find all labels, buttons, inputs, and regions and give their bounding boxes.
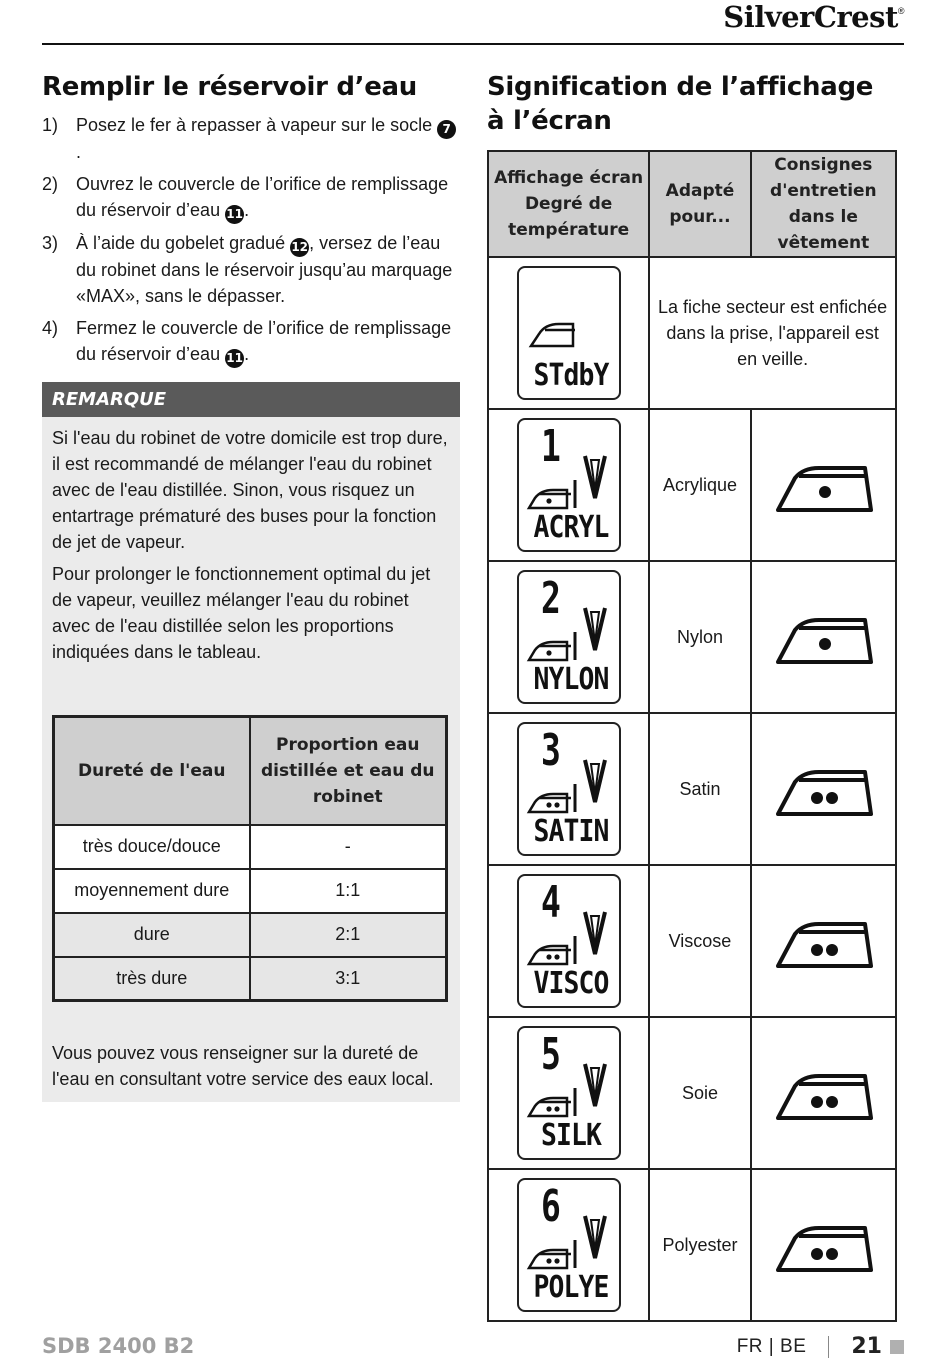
steps-list bbox=[42, 112, 460, 368]
care-symbol-cell bbox=[751, 561, 896, 713]
note-box bbox=[42, 382, 460, 1102]
note-heading: REMARQUE bbox=[42, 382, 460, 417]
step-text: Fermez le couvercle de l’orifice de remplissage du réservoir d’eau 11. bbox=[76, 315, 460, 368]
table-header: Dureté de l'eau bbox=[54, 717, 250, 825]
table-header: Consignes d'entretien dans le vêtement bbox=[751, 151, 896, 257]
lcd-word: NYLON bbox=[533, 662, 609, 697]
ref-badge-icon: 11 bbox=[225, 349, 244, 368]
footer-page-info bbox=[737, 1334, 904, 1359]
fabric-label: Satin bbox=[649, 713, 751, 865]
note-paragraph: Pour prolonger le fonctionnement optimal du jet de vapeur, veuillez mélanger l'eau du robinet avec de l'eau distillée selon les proportions indiquées dans le tableau. bbox=[52, 564, 431, 662]
fabric-label: Viscose bbox=[649, 865, 751, 1017]
section-title-fill-tank: Remplir le réservoir d’eau bbox=[42, 72, 418, 102]
iron-care-symbol-icon bbox=[773, 1056, 873, 1126]
note-paragraph: Si l'eau du robinet de votre domicile est trop dure, il est recommandé de mélanger l'eau du robinet avec de l'eau distillée. Sinon, vous risquez un entartrage prématuré des buses pour la fonction de jet de vapeur. bbox=[52, 428, 448, 552]
list-item bbox=[42, 112, 460, 165]
table-header: Affichage écran Degré de température bbox=[488, 151, 649, 257]
lcd-temperature-digit: 4 bbox=[540, 877, 561, 928]
ref-badge-icon: 12 bbox=[290, 238, 309, 257]
fabric-label: Polyester bbox=[649, 1169, 751, 1321]
lcd-display-icon bbox=[517, 570, 621, 704]
header-rule bbox=[42, 43, 904, 45]
right-column bbox=[487, 70, 897, 1322]
lcd-word: VISCO bbox=[533, 966, 609, 1001]
step-number: 4) bbox=[42, 318, 59, 338]
lcd-cell bbox=[488, 713, 649, 865]
care-symbol-cell bbox=[751, 409, 896, 561]
display-meaning-table bbox=[487, 150, 897, 1322]
care-symbol-cell bbox=[751, 1017, 896, 1169]
table-row bbox=[488, 1017, 896, 1169]
lcd-display-icon bbox=[517, 1026, 621, 1160]
lcd-temperature-digit: 2 bbox=[540, 573, 561, 624]
iron-care-symbol-icon bbox=[773, 904, 873, 974]
fabric-label: Soie bbox=[649, 1017, 751, 1169]
table-header-row bbox=[54, 717, 447, 825]
lcd-temperature-digit: 5 bbox=[540, 1029, 561, 1080]
table-header-row bbox=[488, 151, 896, 257]
left-column bbox=[42, 70, 460, 1102]
table-header: Proportion eau distillée et eau du robinet bbox=[250, 717, 447, 825]
lcd-word: SATIN bbox=[533, 814, 609, 849]
standby-description: La fiche secteur est enfichée dans la prise, l'appareil est en veille. bbox=[649, 257, 896, 409]
table-cell: - bbox=[250, 825, 447, 869]
list-item bbox=[42, 171, 460, 224]
care-symbol-cell bbox=[751, 713, 896, 865]
page-number: 21 bbox=[851, 1334, 882, 1359]
list-item bbox=[42, 315, 460, 368]
footer-divider bbox=[828, 1336, 829, 1358]
table-cell: 1:1 bbox=[250, 869, 447, 913]
table-row bbox=[54, 825, 447, 869]
lcd-word: ACRYL bbox=[533, 510, 609, 545]
step-number: 1) bbox=[42, 115, 59, 135]
table-row bbox=[488, 713, 896, 865]
step-number: 2) bbox=[42, 174, 59, 194]
lcd-cell bbox=[488, 409, 649, 561]
step-text: À l’aide du gobelet gradué 12, versez de l’eau du robinet dans le réservoir jusqu’au marquage «MAX», sans le dépasser. bbox=[76, 233, 453, 306]
care-symbol-cell bbox=[751, 865, 896, 1017]
section-title-display-meaning: Signification de l’affichage à l’écran bbox=[487, 72, 874, 136]
footer-language: FR | BE bbox=[736, 1335, 807, 1357]
lcd-temperature-digit: 1 bbox=[540, 421, 561, 472]
note-body bbox=[42, 417, 460, 1102]
table-row bbox=[488, 865, 896, 1017]
lcd-temperature-digit: 3 bbox=[540, 725, 561, 776]
table-row bbox=[54, 869, 447, 913]
lcd-display-icon bbox=[517, 1178, 621, 1312]
table-cell: 3:1 bbox=[250, 957, 447, 1001]
lcd-word: POLYE bbox=[533, 1270, 609, 1305]
table-row bbox=[488, 1169, 896, 1321]
table-cell: 2:1 bbox=[250, 913, 447, 957]
care-symbol-cell bbox=[751, 1169, 896, 1321]
lcd-cell bbox=[488, 865, 649, 1017]
fabric-label: Acrylique bbox=[649, 409, 751, 561]
footer-model: SDB 2400 B2 bbox=[42, 1334, 195, 1358]
lcd-display-icon bbox=[517, 722, 621, 856]
iron-care-symbol-icon bbox=[773, 600, 873, 670]
step-text: Posez le fer à repasser à vapeur sur le socle 7. bbox=[76, 112, 460, 165]
iron-care-symbol-icon bbox=[773, 1208, 873, 1278]
lcd-display-icon bbox=[517, 418, 621, 552]
fabric-label: Nylon bbox=[649, 561, 751, 713]
table-row bbox=[54, 913, 447, 957]
brand-logo: SilverCrest® bbox=[723, 0, 904, 34]
table-row-standby bbox=[488, 257, 896, 409]
table-row bbox=[54, 957, 447, 1001]
lcd-cell bbox=[488, 1169, 649, 1321]
lcd-temperature-digit: 6 bbox=[540, 1181, 561, 1232]
step-number: 3) bbox=[42, 233, 59, 253]
list-item bbox=[42, 230, 460, 309]
lcd-display-icon bbox=[517, 266, 621, 400]
table-cell: dure bbox=[54, 913, 250, 957]
table-cell: moyennement dure bbox=[54, 869, 250, 913]
page-marker-icon bbox=[890, 1340, 904, 1354]
table-row bbox=[488, 561, 896, 713]
iron-care-symbol-icon bbox=[773, 752, 873, 822]
iron-care-symbol-icon bbox=[773, 448, 873, 518]
table-cell: très dure bbox=[54, 957, 250, 1001]
table-header: Adapté pour... bbox=[649, 151, 751, 257]
step-text: Ouvrez le couvercle de l’orifice de remplissage du réservoir d’eau 11. bbox=[76, 171, 460, 224]
lcd-cell bbox=[488, 257, 649, 409]
lcd-word: SILK bbox=[540, 1118, 601, 1153]
lcd-display-icon bbox=[517, 874, 621, 1008]
water-hardness-table bbox=[52, 715, 448, 1002]
table-cell: très douce/douce bbox=[54, 825, 250, 869]
lcd-cell bbox=[488, 561, 649, 713]
lcd-cell bbox=[488, 1017, 649, 1169]
lcd-word: STdbY bbox=[533, 358, 609, 393]
ref-badge-icon: 11 bbox=[225, 205, 244, 224]
table-row bbox=[488, 409, 896, 561]
note-paragraph: Vous pouvez vous renseigner sur la dureté de l'eau en consultant votre service des eaux local. bbox=[52, 1043, 434, 1089]
ref-badge-icon: 7 bbox=[437, 120, 456, 139]
